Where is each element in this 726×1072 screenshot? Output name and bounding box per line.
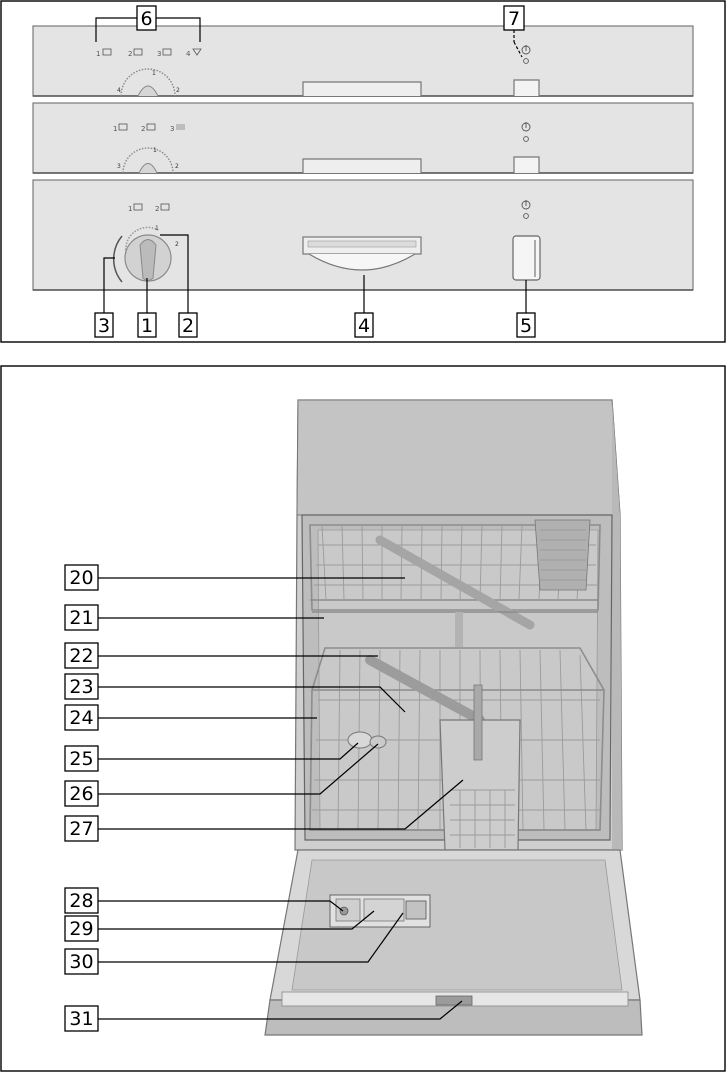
callout-24	[65, 705, 317, 730]
program-label-a2: 2	[128, 50, 133, 58]
callout-23-label: 23	[69, 676, 94, 698]
program-label-a4: 4	[186, 50, 191, 58]
detergent-dispenser	[364, 899, 404, 921]
callout-5-label: 5	[519, 315, 533, 337]
callout-3-label: 3	[97, 315, 111, 337]
program-label-b2: 2	[141, 125, 146, 133]
program-label-b3: 3	[170, 125, 175, 133]
callout-28-label: 28	[69, 890, 94, 912]
filter-cap	[370, 736, 386, 748]
callout-21	[65, 605, 324, 630]
salt-container-cap	[348, 732, 372, 748]
callout-29-label: 29	[69, 918, 94, 940]
callout-27-label: 27	[69, 818, 94, 840]
blank-symbol-icon	[176, 124, 185, 130]
rinse-aid-cap-icon	[340, 907, 348, 915]
callout-21-label: 21	[69, 607, 94, 629]
panel-variant-c	[33, 180, 693, 290]
control-panel-figure	[1, 1, 725, 342]
callout-24-label: 24	[69, 707, 94, 729]
callout-7-label: 7	[507, 8, 521, 30]
dial-a-tick-2: 2	[176, 87, 180, 94]
on-off-switch-a	[514, 80, 539, 96]
dishwasher-figure	[1, 366, 725, 1071]
callout-2-label: 2	[181, 315, 195, 337]
on-off-switch-b	[514, 157, 539, 173]
callout-26-label: 26	[69, 783, 94, 805]
door-handle-b	[303, 159, 421, 173]
callout-30-label: 30	[69, 951, 94, 973]
callout-20-label: 20	[69, 567, 94, 589]
dial-a-tick-1: 1	[152, 70, 156, 77]
dial-b-tick-1: 1	[153, 147, 157, 154]
dial-c-tick-1: 1	[155, 225, 159, 232]
dial-c-tick-2: 2	[175, 241, 179, 248]
cup-shelf	[535, 520, 590, 590]
dial-c-grip	[140, 240, 156, 281]
detergent-lid-catch	[406, 901, 426, 919]
panel-variant-b	[33, 103, 693, 173]
program-label-c1: 1	[128, 205, 133, 213]
program-label-b1: 1	[113, 125, 118, 133]
program-label-a3: 3	[157, 50, 162, 58]
panel-variant-a	[33, 26, 693, 96]
dial-a-tick-4: 4	[117, 87, 121, 94]
callout-1-label: 1	[140, 315, 154, 337]
callout-4-label: 4	[357, 315, 371, 337]
type-plate	[436, 996, 472, 1005]
cabinet-top	[297, 400, 620, 515]
dial-b-tick-3: 3	[117, 163, 121, 170]
callout-6-label: 6	[140, 8, 153, 30]
callout-25-label: 25	[69, 748, 94, 770]
callout-31-label: 31	[69, 1008, 94, 1030]
callout-22-label: 22	[69, 645, 94, 667]
basket-handle	[474, 685, 482, 760]
program-label-a1: 1	[96, 50, 101, 58]
door-handle-a	[303, 82, 421, 96]
dial-b-tick-2: 2	[175, 163, 179, 170]
spray-arm-feed-pipe	[455, 612, 463, 647]
program-label-c2: 2	[155, 205, 160, 213]
dispenser-unit	[330, 895, 430, 927]
